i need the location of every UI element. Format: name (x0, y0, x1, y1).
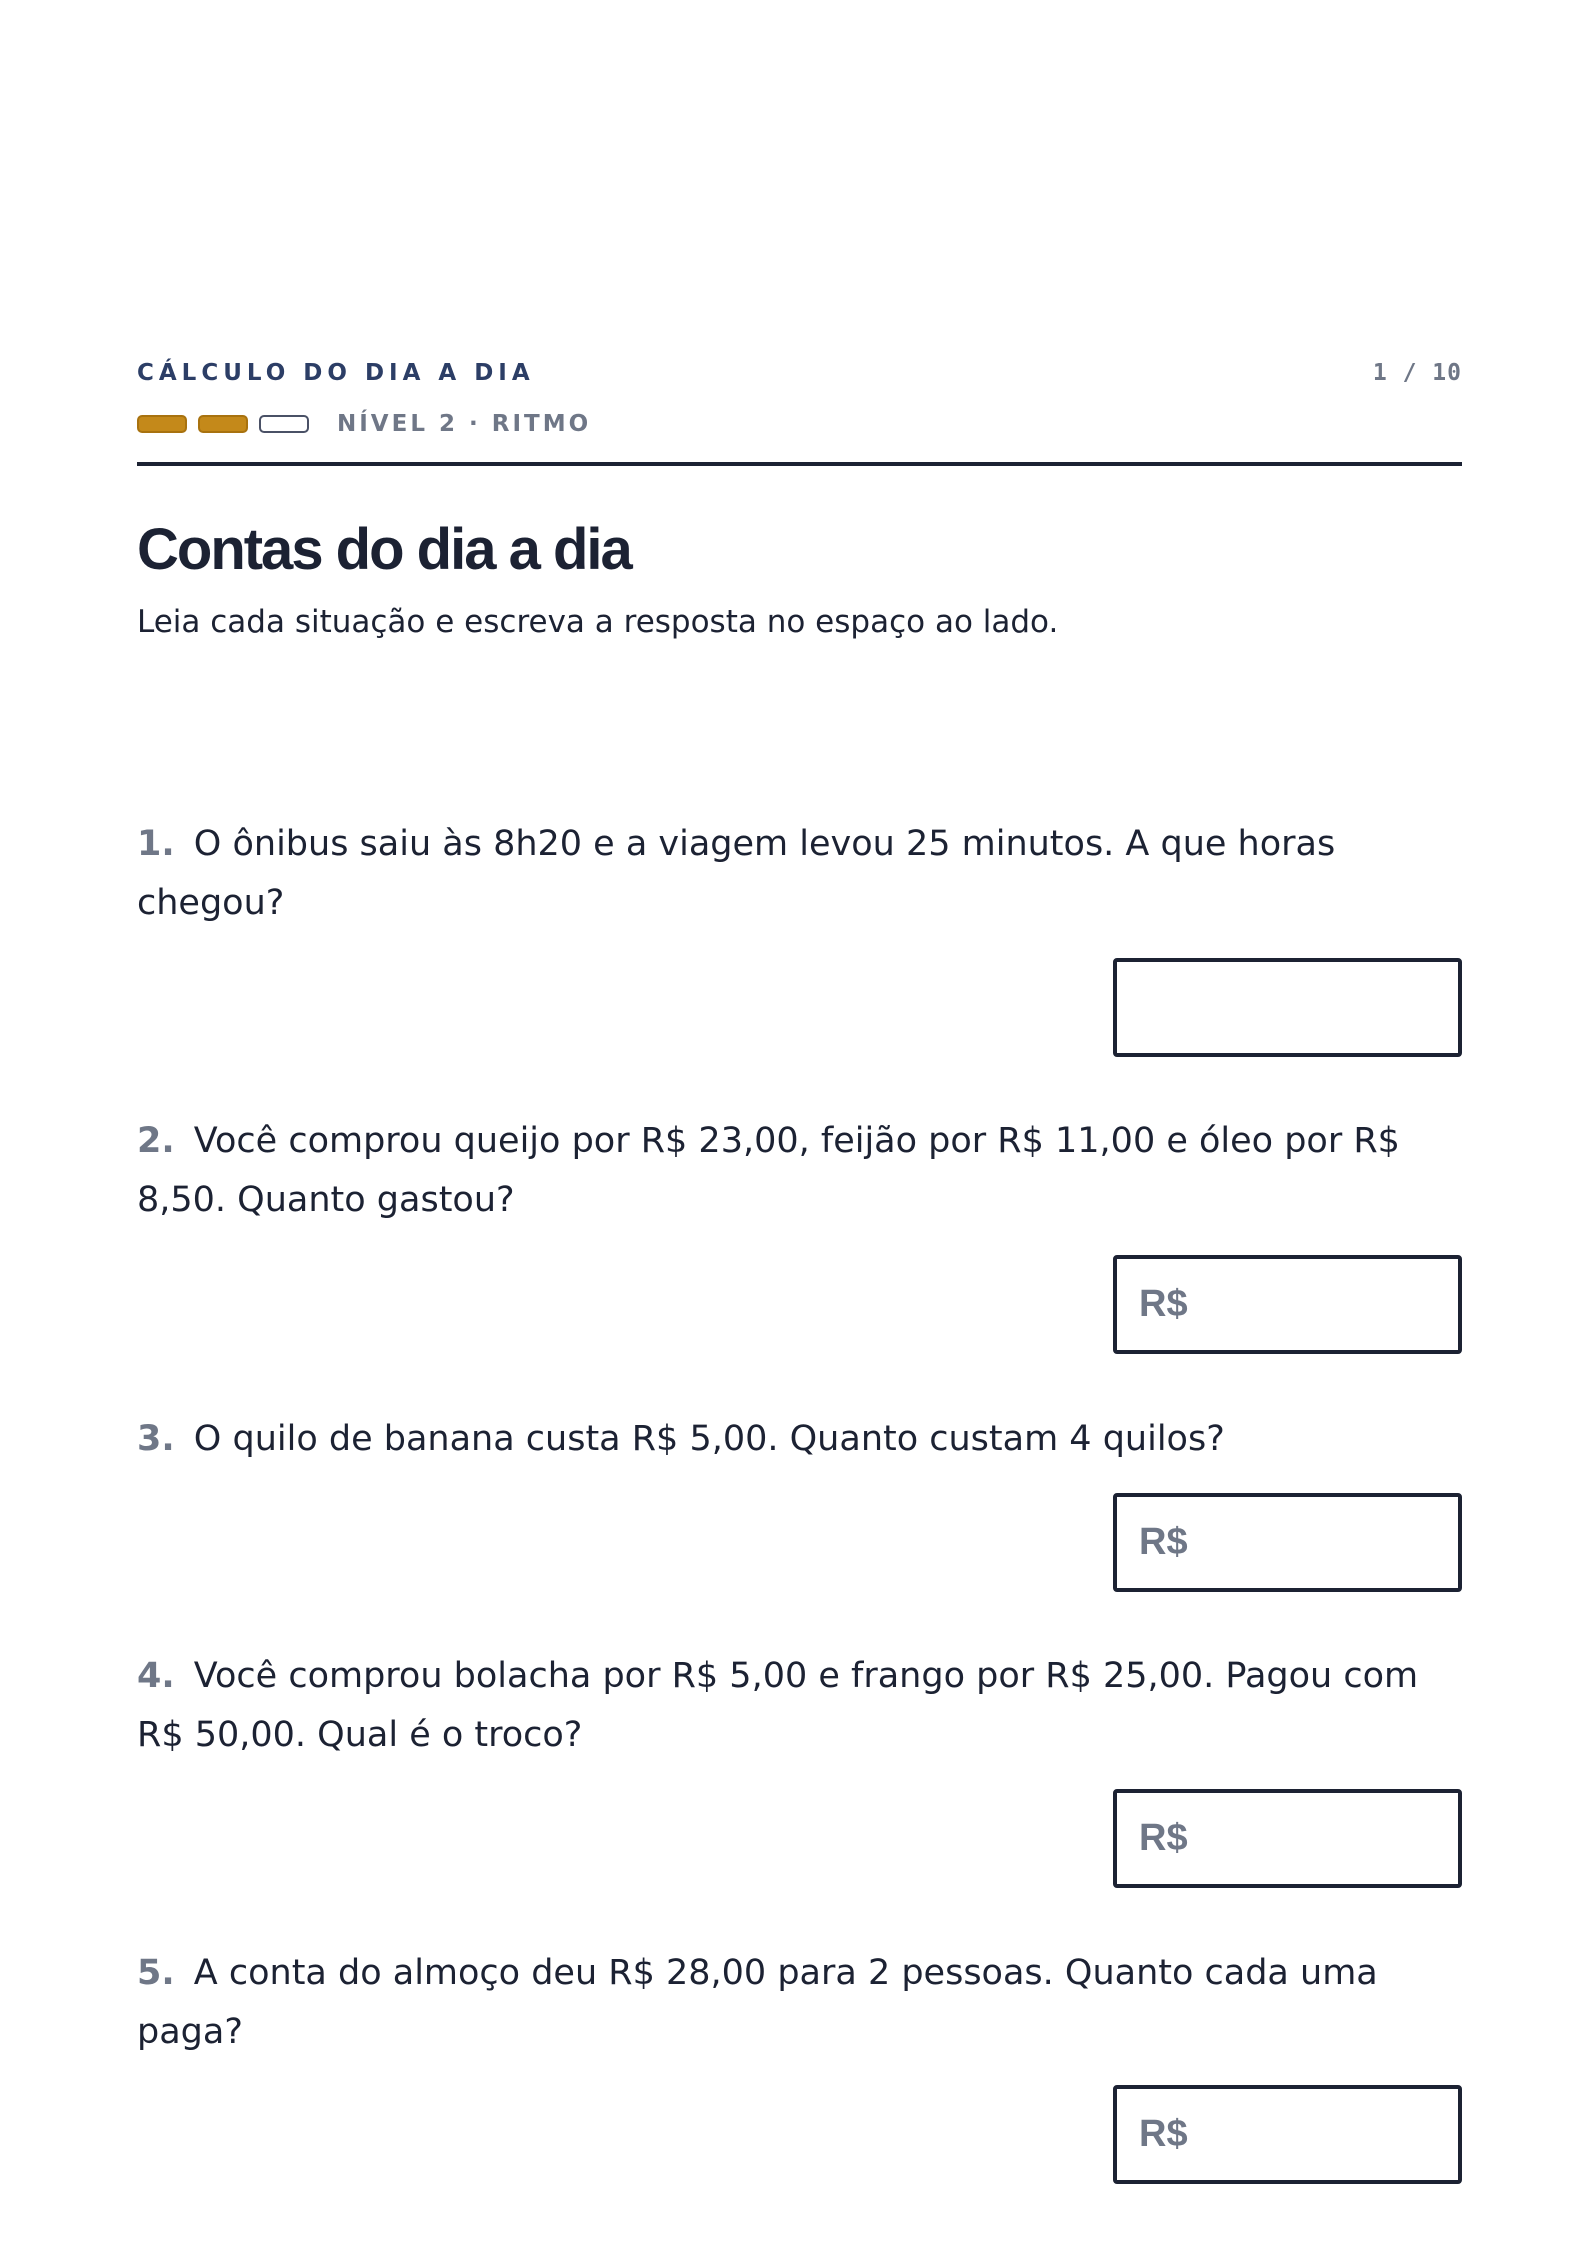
level-indicator (137, 410, 591, 438)
question-number: 5. (137, 1953, 175, 1993)
currency-prefix: R$ (1139, 1283, 1188, 1325)
answer-box-4[interactable] (1113, 1789, 1462, 1888)
currency-prefix: R$ (1139, 1521, 1188, 1563)
level-pill-2 (198, 415, 248, 433)
question-text: Você comprou queijo por R$ 23,00, feijão por R$ 11,00 e óleo por R$ 8,50. Quanto gastou? (137, 1121, 1400, 1220)
answer-box-5[interactable] (1113, 2085, 1462, 2184)
answer-box-1[interactable] (1113, 958, 1462, 1057)
level-pills (137, 415, 309, 433)
question-2 (137, 1112, 1462, 1230)
question-number: 1. (137, 824, 175, 864)
currency-prefix: R$ (1139, 1817, 1188, 1859)
level-pill-3 (259, 415, 309, 433)
question-text: A conta do almoço deu R$ 28,00 para 2 pessoas. Quanto cada uma paga? (137, 1953, 1378, 2052)
answer-box-3[interactable] (1113, 1493, 1462, 1592)
question-text: O quilo de banana custa R$ 5,00. Quanto custam 4 quilos? (193, 1419, 1225, 1459)
page-counter: 1 / 10 (1372, 360, 1462, 386)
question-3 (137, 1410, 1462, 1469)
question-number: 4. (137, 1656, 175, 1696)
question-text: O ônibus saiu às 8h20 e a viagem levou 25 minutos. A que horas chegou? (137, 824, 1336, 923)
currency-prefix: R$ (1139, 2113, 1188, 2155)
question-text: Você comprou bolacha por R$ 5,00 e frango por R$ 25,00. Pagou com R$ 50,00. Qual é o troco? (137, 1656, 1419, 1755)
question-4 (137, 1647, 1462, 1765)
question-5 (137, 1944, 1462, 2062)
worksheet-page (137, 0, 1462, 2246)
question-1 (137, 815, 1462, 933)
series-label: CÁLCULO DO DIA A DIA (137, 360, 535, 386)
question-number: 3. (137, 1419, 175, 1459)
answer-box-2[interactable] (1113, 1255, 1462, 1354)
page-subtitle: Leia cada situação e escreva a resposta no espaço ao lado. (137, 604, 1059, 640)
level-pill-1 (137, 415, 187, 433)
header-divider (137, 462, 1462, 466)
page-title: Contas do dia a dia (137, 517, 631, 582)
question-number: 2. (137, 1121, 175, 1161)
level-label: NÍVEL 2 · RITMO (337, 411, 592, 437)
